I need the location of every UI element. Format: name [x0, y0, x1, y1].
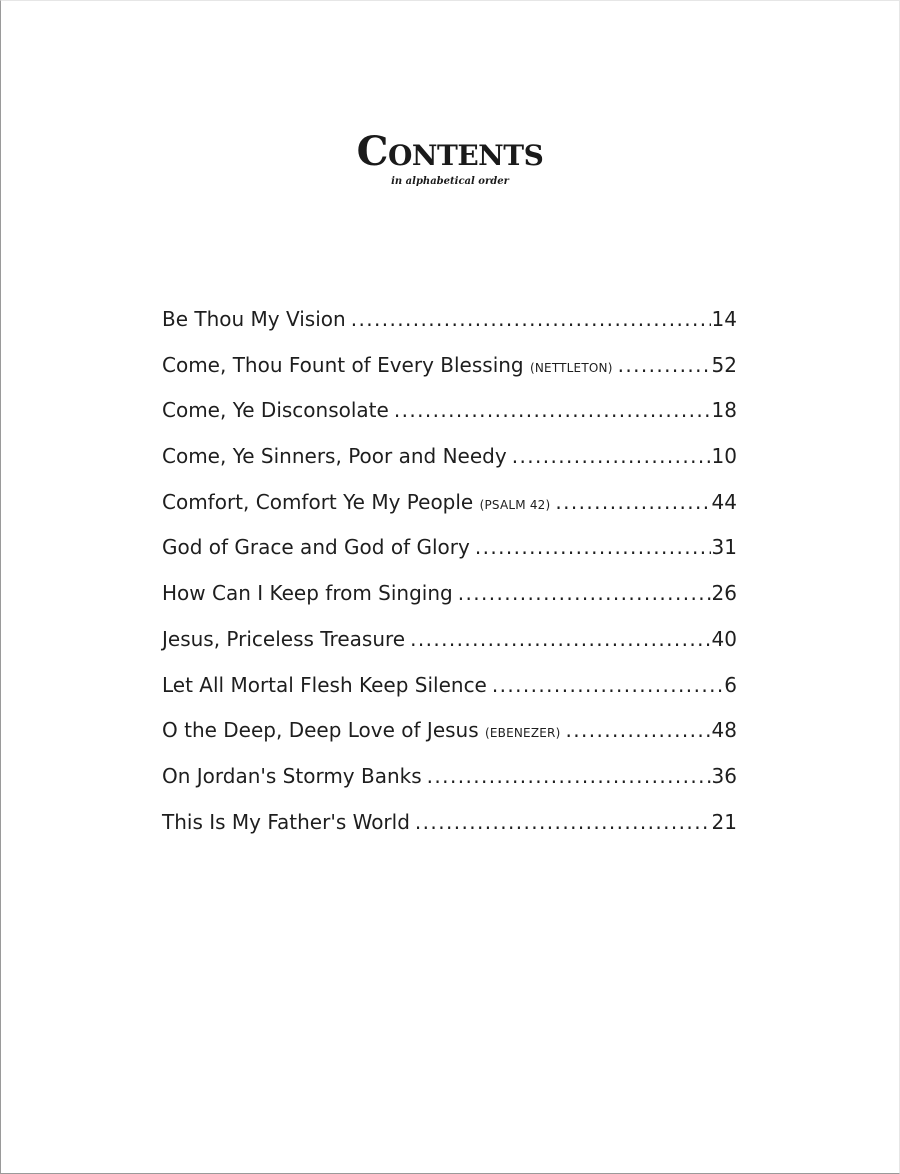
- toc-entry-name: Be Thou My Vision: [162, 307, 346, 331]
- toc-leader-dots: [618, 353, 711, 377]
- toc-page-number: 44: [711, 489, 737, 514]
- toc-page-number: 14: [711, 307, 737, 331]
- toc-page-number: 52: [711, 352, 737, 377]
- toc-entry-name: This Is My Father's World: [162, 809, 410, 834]
- toc-entry-name: How Can I Keep from Singing: [162, 581, 453, 606]
- toc-entry-name: Come, Ye Disconsolate: [162, 398, 389, 423]
- toc-entry-name: Let All Mortal Flesh Keep Silence: [162, 672, 487, 697]
- toc-entry-tune-name: (PSALM 42): [479, 497, 551, 512]
- toc-entry[interactable]: [162, 810, 737, 856]
- toc-entry[interactable]: [162, 673, 737, 719]
- toc-leader-dots: [492, 673, 723, 697]
- toc-entry[interactable]: [162, 535, 737, 581]
- toc-leader-dots: [565, 718, 710, 742]
- toc-page-number: 31: [711, 535, 737, 560]
- toc-entry[interactable]: [162, 307, 737, 353]
- toc-leader-dots: [351, 307, 711, 331]
- toc-entry-title: [162, 764, 427, 788]
- toc-entry-title: [162, 353, 618, 377]
- toc-entry-title: [162, 718, 565, 742]
- toc-entry-name: Comfort, Comfort Ye My People: [162, 489, 474, 514]
- toc-entry-name: On Jordan's Stormy Banks: [162, 763, 422, 788]
- toc-page-number: 26: [711, 581, 737, 606]
- toc-leader-dots: [394, 398, 711, 422]
- toc-entry[interactable]: [162, 764, 737, 810]
- toc-page-number: 48: [711, 718, 737, 743]
- toc-leader-dots: [415, 810, 711, 834]
- toc-entry-tune-name: (EBENEZER): [485, 726, 561, 741]
- toc-entry[interactable]: [162, 718, 737, 764]
- toc-leader-dots: [512, 444, 711, 468]
- toc-entry[interactable]: [162, 444, 737, 490]
- toc-entry-title: [162, 581, 458, 605]
- toc-leader-dots: [555, 490, 710, 514]
- toc-entry-title: [162, 810, 415, 834]
- toc-leader-dots: [458, 581, 711, 605]
- toc-entry[interactable]: [162, 490, 737, 536]
- toc-page-number: 21: [711, 809, 737, 834]
- toc-entry-title: [162, 673, 492, 697]
- toc-entry-title: [162, 535, 475, 559]
- toc-entry[interactable]: [162, 581, 737, 627]
- toc-page-number: 10: [711, 444, 737, 469]
- toc-entry-name: O the Deep, Deep Love of Jesus: [162, 718, 479, 743]
- page-title: Contents: [356, 128, 544, 175]
- toc-entry-title: [162, 490, 555, 514]
- toc-page-number: 6: [724, 672, 737, 697]
- toc-entry[interactable]: [162, 353, 737, 399]
- table-of-contents: [162, 307, 737, 855]
- toc-leader-dots: [475, 535, 711, 559]
- toc-entry-name: Jesus, Priceless Treasure: [162, 626, 406, 651]
- toc-leader-dots: [427, 764, 711, 788]
- toc-leader-dots: [410, 627, 710, 651]
- toc-page-number: 18: [711, 398, 737, 423]
- toc-entry-title: [162, 627, 410, 651]
- toc-entry-name: Come, Ye Sinners, Poor and Needy: [162, 444, 507, 469]
- toc-entry[interactable]: [162, 627, 737, 673]
- toc-entry[interactable]: [162, 398, 737, 444]
- toc-entry-tune-name: (NETTLETON): [529, 360, 613, 375]
- toc-entry-name: God of Grace and God of Glory: [162, 535, 470, 560]
- toc-entry-title: [162, 307, 351, 331]
- page-subtitle: in alphabetical order: [391, 176, 509, 187]
- toc-entry-name: Come, Thou Fount of Every Blessing: [162, 352, 524, 377]
- toc-page-number: 36: [711, 763, 737, 788]
- page-header: [0, 128, 900, 188]
- toc-page-number: 40: [711, 626, 737, 651]
- toc-entry-title: [162, 398, 394, 422]
- toc-entry-title: [162, 444, 512, 468]
